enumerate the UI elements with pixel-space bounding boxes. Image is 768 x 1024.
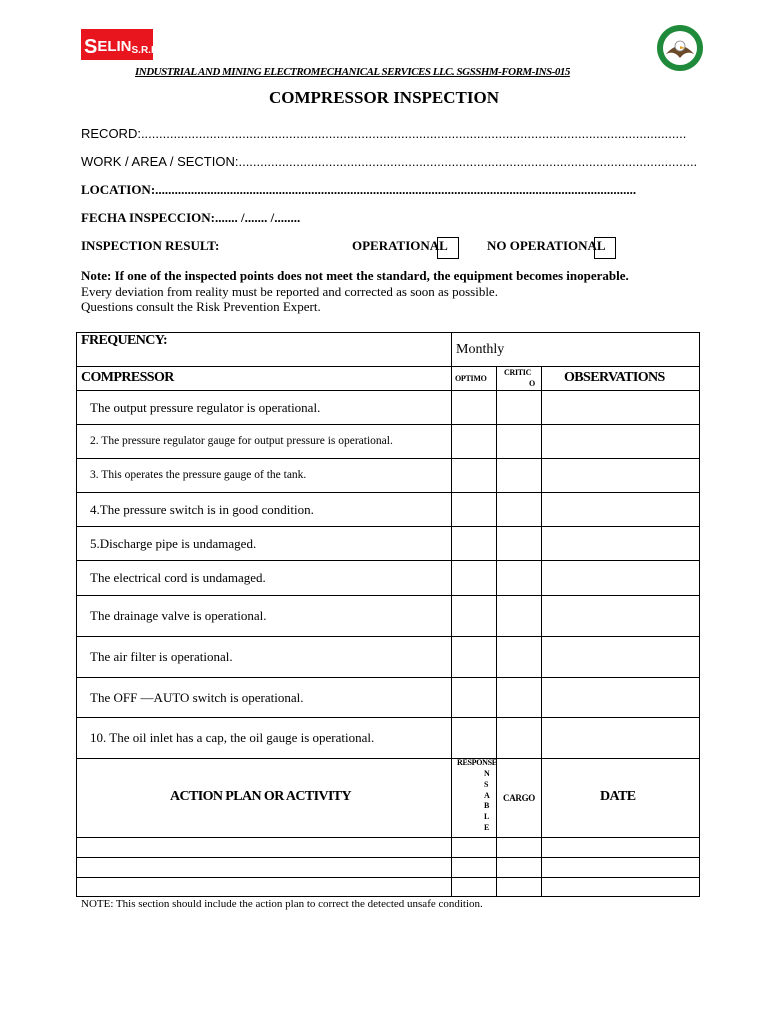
compressor-label: COMPRESSOR: [81, 370, 174, 385]
inspection-date-field: FECHA INSPECCION:....... /....... /........: [81, 210, 301, 225]
optimo-header: OPTIMO: [455, 374, 487, 383]
observations-header: OBSERVATIONS: [564, 370, 665, 385]
table-rule: [76, 332, 700, 333]
responsable-letter: B: [484, 801, 490, 811]
record-field: RECORD:.......................................................................................................................................................: [81, 126, 687, 141]
date-header: DATE: [600, 789, 636, 804]
responsable-letter: L: [484, 812, 490, 822]
responsable-letter: N: [484, 769, 490, 778]
table-rule: [76, 492, 700, 493]
operational-label: OPERATIONAL: [352, 238, 448, 253]
inspection-item: 5.Discharge pipe is undamaged.: [90, 536, 257, 551]
responsable-letter: A: [484, 790, 490, 800]
table-rule: [76, 366, 700, 367]
table-rule: [76, 877, 700, 878]
table-divider: [496, 366, 497, 897]
inspection-result-label: INSPECTION RESULT:: [81, 238, 220, 253]
logo-letter: S: [84, 36, 98, 58]
inspection-item: 3. This operates the pressure gauge of the tank.: [90, 469, 307, 481]
no-operational-label: NO OPERATIONAL: [487, 238, 606, 253]
inspection-item: The electrical cord is undamaged.: [90, 570, 266, 585]
critico-header: CRITIC: [504, 368, 532, 377]
table-rule: [76, 560, 700, 561]
table-rule: [76, 857, 700, 858]
responsable-letter: E: [484, 822, 490, 832]
inspection-item: The output pressure regulator is operational.: [90, 400, 321, 415]
logo-name: ELIN: [97, 38, 132, 55]
logo-suffix: S.R.L.: [131, 45, 160, 56]
note-consult: Questions consult the Risk Prevention Expert.: [81, 299, 321, 314]
table-divider: [541, 366, 542, 897]
responsable-letters: [484, 769, 489, 834]
table-rule: [76, 758, 700, 759]
company-name: INDUSTRIAL AND MINING ELECTROMECHANICAL SERVICES LLC. SGSSHM-FORM-INS-015: [135, 66, 570, 78]
location-field: LOCATION:....................................................................................................................................................: [81, 182, 637, 197]
inspection-item: The air filter is operational.: [90, 649, 233, 664]
responsable-letter: S: [484, 779, 489, 789]
table-border: [76, 332, 77, 897]
footer-note: NOTE: This section should include the action plan to correct the detected unsafe condition.: [81, 898, 483, 910]
table-rule: [76, 526, 700, 527]
inspection-item: 10. The oil inlet has a cap, the oil gauge is operational.: [90, 730, 375, 745]
action-plan-header: ACTION PLAN OR ACTIVITY: [170, 789, 352, 804]
table-rule: [76, 458, 700, 459]
company-logo: [81, 29, 160, 60]
critico-header-o: O: [529, 379, 535, 388]
work-area-field: WORK / AREA / SECTION:...............................................................................................................................: [81, 154, 698, 169]
note-inoperable: Note: If one of the inspected points does not meet the standard, the equipment becomes inoperable.: [81, 268, 629, 283]
page-title: COMPRESSOR INSPECTION: [268, 88, 499, 107]
table-rule: [76, 717, 700, 718]
no-operational-checkbox[interactable]: [594, 237, 616, 259]
inspection-item: The drainage valve is operational.: [90, 608, 267, 623]
table-rule: [76, 424, 700, 425]
note-deviation: Every deviation from reality must be reported and corrected as soon as possible.: [81, 284, 498, 299]
cargo-header: CARGO: [503, 793, 535, 803]
inspection-item: The OFF —AUTO switch is operational.: [90, 690, 304, 705]
eagle-seal-icon: [656, 24, 704, 72]
frequency-value: Monthly: [456, 342, 505, 357]
table-rule: [76, 595, 700, 596]
operational-checkbox[interactable]: [437, 237, 459, 259]
responsable-header: RESPONSE: [457, 758, 497, 767]
table-rule: [76, 677, 700, 678]
inspection-item: 4.The pressure switch is in good condition.: [90, 502, 314, 517]
table-rule: [76, 896, 700, 897]
table-border: [699, 332, 700, 897]
frequency-label: FREQUENCY:: [81, 333, 168, 348]
inspection-item: 2. The pressure regulator gauge for output pressure is operational.: [90, 435, 393, 447]
table-divider: [451, 332, 452, 897]
table-rule: [76, 837, 700, 838]
table-rule: [76, 390, 700, 391]
table-rule: [76, 636, 700, 637]
